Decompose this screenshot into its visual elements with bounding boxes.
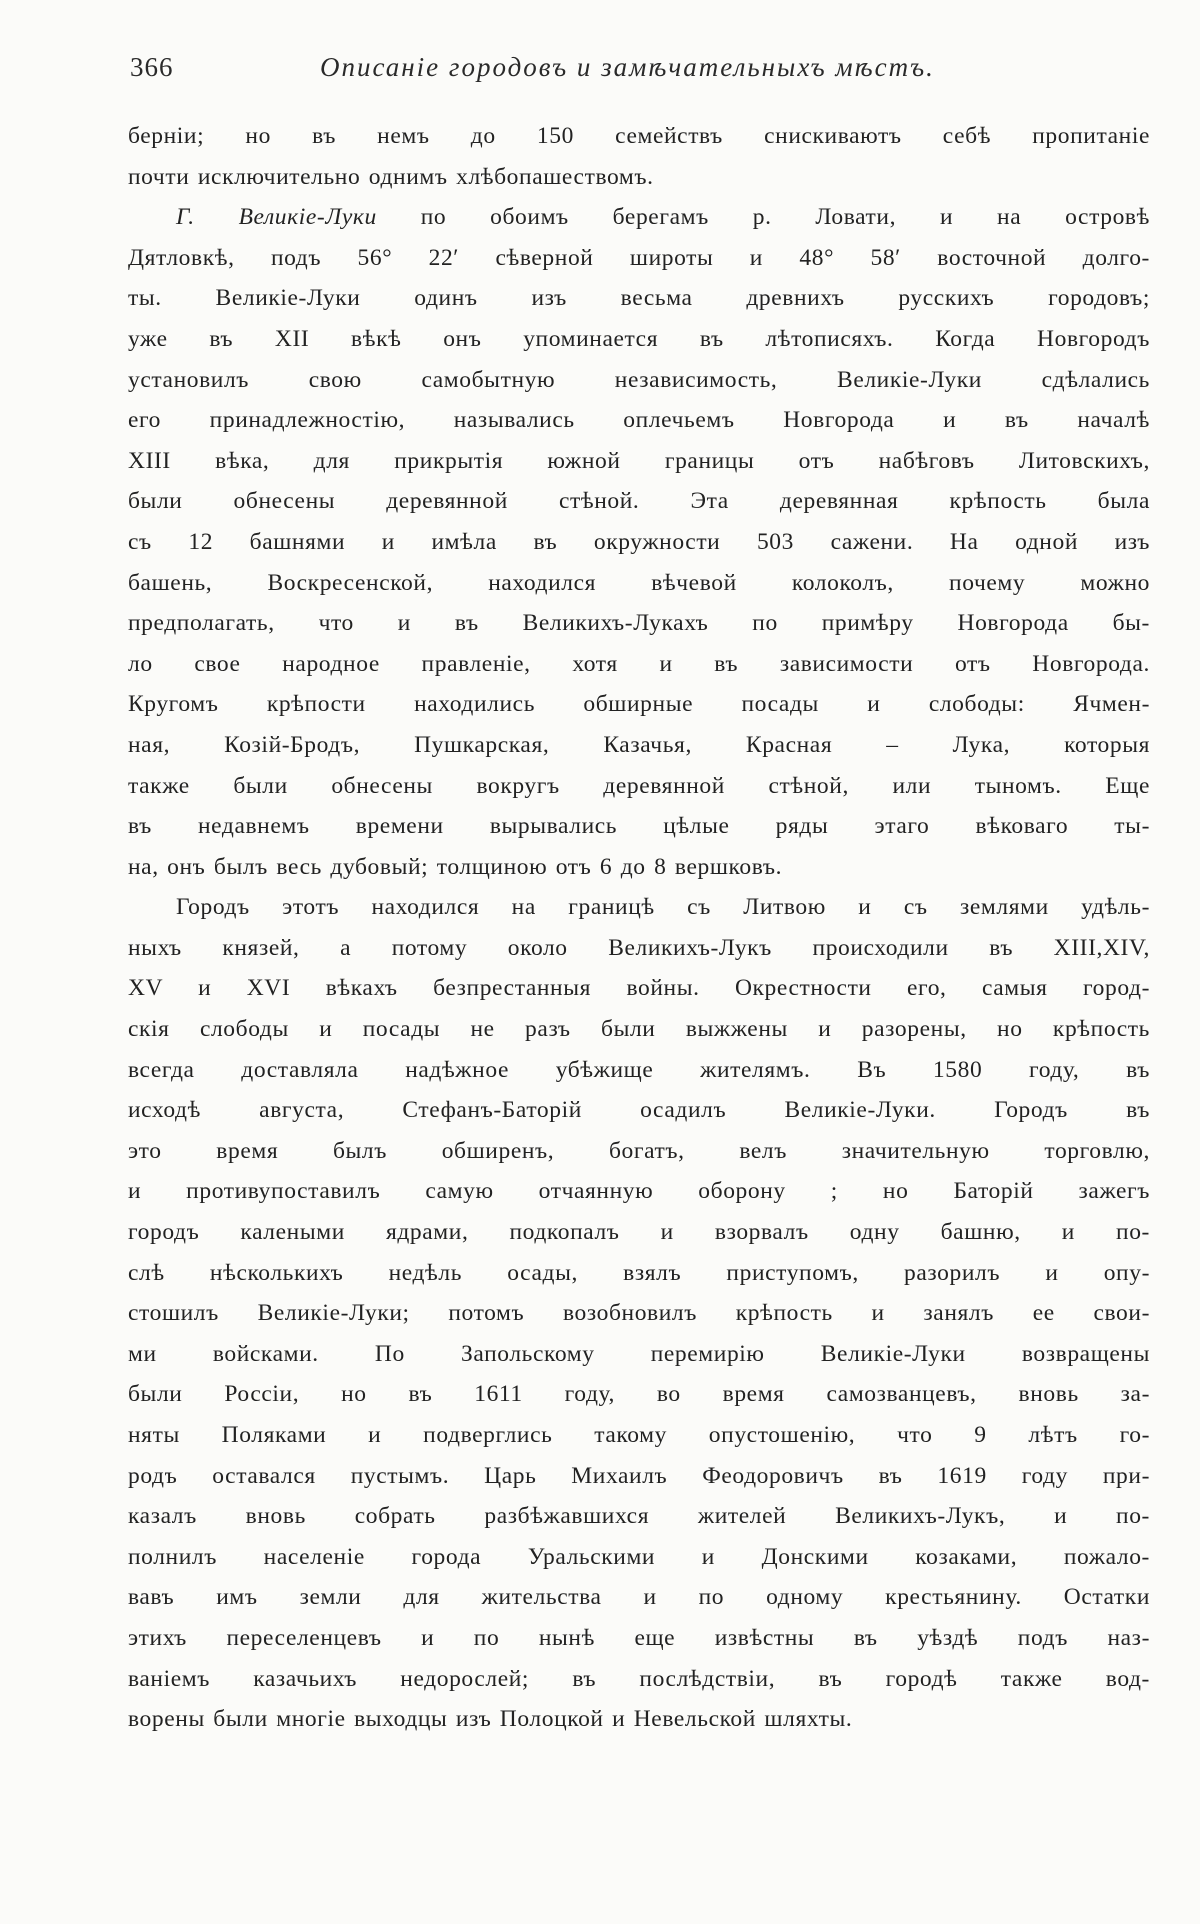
text-line: ми войсками. По Запольскому перемирію Великіе-Луки возвращены (128, 1340, 1150, 1367)
running-head (130, 52, 1150, 92)
text-line: этихъ переселенцевъ и по нынѣ еще извѣстны въ уѣздѣ подъ наз- (128, 1624, 1150, 1651)
text-line: установилъ свою самобытную независимость, Великіе-Луки сдѣлались (128, 366, 1150, 393)
text-line: исходѣ августа, Стефанъ-Баторій осадилъ Великіе-Луки. Городъ въ (128, 1097, 1150, 1124)
page-number: 366 (130, 52, 174, 82)
text-line: XV и XVI вѣкахъ безпрестанныя войны. Окрестности его, самыя город- (128, 975, 1150, 1002)
text-line: также были обнесены вокругъ деревянной стѣной, или тыномъ. Еще (128, 772, 1150, 799)
text-line: были обнесены деревянной стѣной. Эта деревянная крѣпость была (128, 488, 1150, 515)
text-line: съ 12 башнями и имѣла въ окружности 503 сажени. На одной изъ (128, 528, 1150, 555)
text-line: были Россіи, но въ 1611 году, во время самозванцевъ, вновь за- (128, 1381, 1150, 1408)
text-line: вавъ имъ земли для жительства и по одному крестьянину. Остатки (128, 1584, 1150, 1611)
text-line: ло свое народное правленіе, хотя и въ зависимости отъ Новгорода. (128, 650, 1150, 677)
text-line: XIII вѣка, для прикрытія южной границы отъ набѣговъ Литовскихъ, (128, 447, 1150, 474)
text-line: берніи; но въ немъ до 150 семействъ снискиваютъ себѣ пропитаніе (128, 123, 1150, 149)
text-line: на, онъ былъ весь дубовый; толщиною отъ 6 до 8 вершковъ. (128, 853, 783, 880)
text-line: въ недавнемъ времени вырывались цѣлые ряды этаго вѣковаго ты- (128, 813, 1150, 840)
text-line: ворены были многіе выходцы изъ Полоцкой и Невельской шляхты. (128, 1706, 853, 1733)
text-line: башень, Воскресенской, находился вѣчевой колоколъ, почему можно (128, 569, 1150, 596)
text-line: его принадлежностію, назывались оплечьемъ Новгорода и въ началѣ (128, 407, 1150, 434)
text-line: ная, Козій-Бродъ, Пушкарская, Казачья, Красная – Лука, которыя (128, 731, 1150, 758)
text-line: это время былъ обширенъ, богатъ, велъ значительную торговлю, (128, 1137, 1150, 1164)
text-line: Городъ этотъ находился на границѣ съ Литвою и съ землями удѣль- (176, 894, 1150, 921)
text-line: слѣ нѣсколькихъ недѣль осады, взялъ приступомъ, разорилъ и опу- (128, 1259, 1150, 1286)
text-line: всегда доставляла надѣжное убѣжище жителямъ. Въ 1580 году, въ (128, 1056, 1150, 1083)
city-name: Г. Великіе-Луки (176, 204, 377, 231)
text-line: и противупоставилъ самую отчаянную оборону ; но Баторій зажегъ (128, 1178, 1150, 1205)
text-line: ваніемъ казачьихъ недорослей; въ послѣдствіи, въ городѣ также вод- (128, 1665, 1150, 1692)
running-title: Описаніе городовъ и замѣчательныхъ мѣстъ. (320, 52, 935, 82)
text-fragment: по обоимъ берегамъ р. Ловати, и на островѣ (420, 204, 1150, 231)
body-text (128, 116, 1150, 1740)
text-line: скія слободы и посады не разъ были выжжены и разорены, но крѣпость (128, 1016, 1150, 1043)
text-line: уже въ XII вѣкѣ онъ упоминается въ лѣтописяхъ. Когда Новгородъ (128, 325, 1150, 352)
text-line: городъ калеными ядрами, подкопалъ и взорвалъ одну башню, и по- (128, 1219, 1150, 1246)
text-line (128, 197, 1150, 238)
text-line: Дятловкѣ, подъ 56° 22′ сѣверной широты и 48° 58′ восточной долго- (128, 244, 1150, 271)
text-line: ты. Великіе-Луки одинъ изъ весьма древнихъ русскихъ городовъ; (128, 285, 1150, 312)
text-line: казалъ вновь собрать разбѣжавшихся жителей Великихъ-Лукъ, и по- (128, 1503, 1150, 1530)
text-line: почти исключительно однимъ хлѣбопашествомъ. (128, 163, 654, 190)
text-line: ныхъ князей, а потому около Великихъ-Лукъ происходили въ XIII,XIV, (128, 934, 1150, 961)
text-line: Кругомъ крѣпости находились обширные посады и слободы: Ячмен- (128, 691, 1150, 718)
text-line: полнилъ населеніе города Уральскими и Донскими козаками, пожало- (128, 1543, 1150, 1570)
text-line: няты Поляками и подверглись такому опустошенію, что 9 лѣтъ го- (128, 1422, 1150, 1448)
text-line: родъ оставался пустымъ. Царь Михаилъ Феодоровичъ въ 1619 году при- (128, 1462, 1150, 1489)
text-line: предполагать, что и въ Великихъ-Лукахъ по примѣру Новгорода бы- (128, 610, 1150, 637)
text-line: стошилъ Великіе-Луки; потомъ возобновилъ крѣпость и занялъ ее свои- (128, 1300, 1150, 1327)
